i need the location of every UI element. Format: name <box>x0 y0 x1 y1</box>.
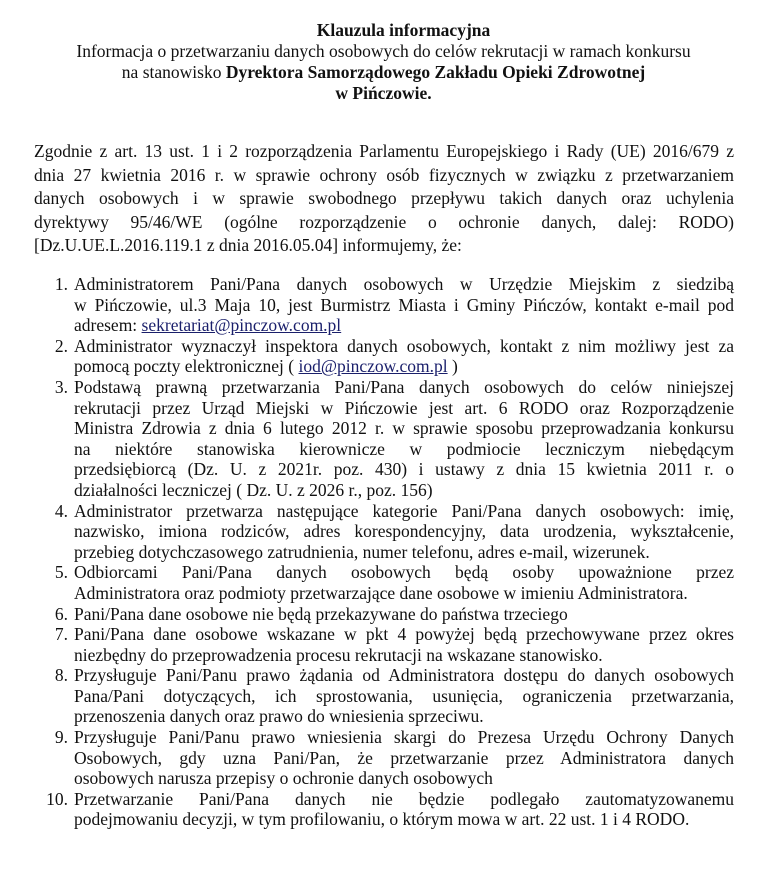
email-link-sekretariat[interactable]: sekretariat@pinczow.com.pl <box>141 315 342 336</box>
list-item-line: osobowych narusza przepisy o ochronie danych osobowych <box>74 768 493 789</box>
list-item <box>32 789 734 830</box>
link-prefix: adresem: <box>74 315 142 336</box>
link-suffix: ) <box>447 356 458 377</box>
list-item-line: na niektóre stanowiska kierownicze w podmiocie leczniczym niebędącym <box>74 438 734 459</box>
list-item-line: Przetwarzanie Pani/Pana danych nie będzie podlegało zautomatyzowanemu <box>74 788 734 809</box>
intro-paragraph <box>34 140 734 258</box>
list-item-line: działalności leczniczej ( Dz. U. z 2026 r., poz. 156) <box>74 479 433 500</box>
list-item-number: 7. <box>54 624 68 645</box>
list-item <box>32 377 734 501</box>
intro-line: dnia 27 kwietnia 2016 r. w sprawie ochrony osób fizycznych w związku z przetwarzaniem <box>34 164 734 185</box>
list-item-line: Administratorem Pani/Pana danych osobowych w Urzędzie Miejskim z siedzibą <box>74 274 734 294</box>
list-item <box>32 562 734 603</box>
list-item-number: 3. <box>54 376 68 397</box>
list-item-number: 6. <box>54 603 68 624</box>
intro-line: Zgodnie z art. 13 ust. 1 i 2 rozporządzenia Parlamentu Europejskiego i Rady (UE) 2016/679 z <box>34 141 734 161</box>
list-item-line: w Pińczowie, ul.3 Maja 10, jest Burmistrz Miasta i Gminy Pińczów, kontakt e-mail pod <box>74 294 734 315</box>
list-item-number: 2. <box>54 335 68 356</box>
intro-line: dyrektywy 95/46/WE (ogólne rozporządzenie o ochronie danych, dalej: RODO) <box>34 211 734 232</box>
list-item-line: Pana/Pani dotyczących, ich sprostowania, usunięcia, ograniczenia przetwarzania, <box>74 685 734 706</box>
list-item-line: podejmowaniu decyzji, w tym profilowaniu, o którym mowa w art. 22 ust. 1 i 4 RODO. <box>74 809 690 830</box>
list-item-line: rekrutacji przez Urząd Miejski w Pińczowie jest art. 6 RODO oraz Rozporządzenie <box>74 397 734 418</box>
list-item-number: 1. <box>54 274 68 294</box>
subtitle-prefix: na stanowisko <box>121 62 226 82</box>
list-item <box>32 665 734 727</box>
list-item-number: 8. <box>54 665 68 686</box>
list-item <box>32 604 734 625</box>
list-item-line: niezbędny do przeprowadzenia procesu rekrutacji na wskazane stanowisko. <box>74 644 603 665</box>
information-list <box>32 274 734 830</box>
list-item <box>32 501 734 563</box>
list-item-line: Ministra Zdrowia z dnia 6 lutego 2012 r. w sprawie sposobu przeprowadzania konkursu <box>74 418 734 439</box>
list-item-line: Administratora oraz podmioty przetwarzające dane osobowe w imieniu Administratora. <box>74 582 688 603</box>
document-title: Klauzula informacyjna <box>316 20 491 40</box>
list-item <box>32 336 734 377</box>
intro-line: [Dz.U.UE.L.2016.119.1 z dnia 2016.05.04] informujemy, że: <box>34 235 462 256</box>
list-item-number: 5. <box>54 562 68 583</box>
list-item-line <box>74 315 734 336</box>
list-item-line: przedsiębiorcą (Dz. U. z 2021r. poz. 430) i ustawy z dnia 15 kwietnia 2011 r. o <box>74 459 734 480</box>
list-item <box>32 624 734 665</box>
list-item-line: Administrator przetwarza następujące kategorie Pani/Pana danych osobowych: imię, <box>74 500 734 521</box>
list-item-number: 10. <box>46 788 68 809</box>
list-item <box>32 727 734 789</box>
list-item-line: przebieg dotychczasowego zatrudnienia, numer telefonu, adres e-mail, wizerunek. <box>74 541 650 562</box>
position-location: w Pińczowie. <box>335 83 432 103</box>
document-subtitle-line-1: Informacja o przetwarzaniu danych osobowych do celów rekrutacji w ramach konkursu <box>76 41 691 61</box>
list-item-line: Przysługuje Pani/Panu prawo wniesienia skargi do Prezesa Urzędu Ochrony Danych <box>74 727 734 748</box>
list-item-line <box>74 356 734 377</box>
link-prefix: pomocą poczty elektronicznej ( <box>74 356 299 377</box>
list-item-line: przenoszenia danych oraz prawo do wniesienia sprzeciwu. <box>74 706 484 727</box>
list-item-number: 4. <box>54 500 68 521</box>
list-item-line: Przysługuje Pani/Panu prawo żądania od Administratora dostępu do danych osobowych <box>74 665 734 686</box>
intro-line: danych osobowych i w sprawie swobodnego przepływu takich danych oraz uchylenia <box>34 188 734 209</box>
list-item <box>32 274 734 336</box>
list-item-line: Osobowych, gdy uzna Pani/Pan, że przetwarzanie przez Administratora danych <box>74 747 734 768</box>
list-item-line: Administrator wyznaczył inspektora danych osobowych, kontakt z nim możliwy jest za <box>74 335 734 356</box>
list-item-line: Pani/Pana dane osobowe nie będą przekazywane do państwa trzeciego <box>74 603 568 624</box>
position-name: Dyrektora Samorządowego Zakładu Opieki Zdrowotnej <box>225 62 646 82</box>
list-item-line: nazwisko, imiona rodziców, adres korespondencyjny, data urodzenia, wykształcenie, <box>74 521 734 542</box>
email-link-iod[interactable]: iod@pinczow.com.pl <box>298 356 448 377</box>
list-item-number: 9. <box>54 727 68 748</box>
document-header <box>0 20 767 104</box>
list-item-line: Podstawą prawną przetwarzania Pani/Pana danych osobowych do celów niniejszej <box>74 376 734 397</box>
list-item-line: Odbiorcami Pani/Pana danych osobowych będą osoby upoważnione przez <box>74 562 734 583</box>
document-subtitle-line-2 <box>0 62 767 83</box>
list-item-line: Pani/Pana dane osobowe wskazane w pkt 4 powyżej będą przechowywane przez okres <box>74 624 734 645</box>
